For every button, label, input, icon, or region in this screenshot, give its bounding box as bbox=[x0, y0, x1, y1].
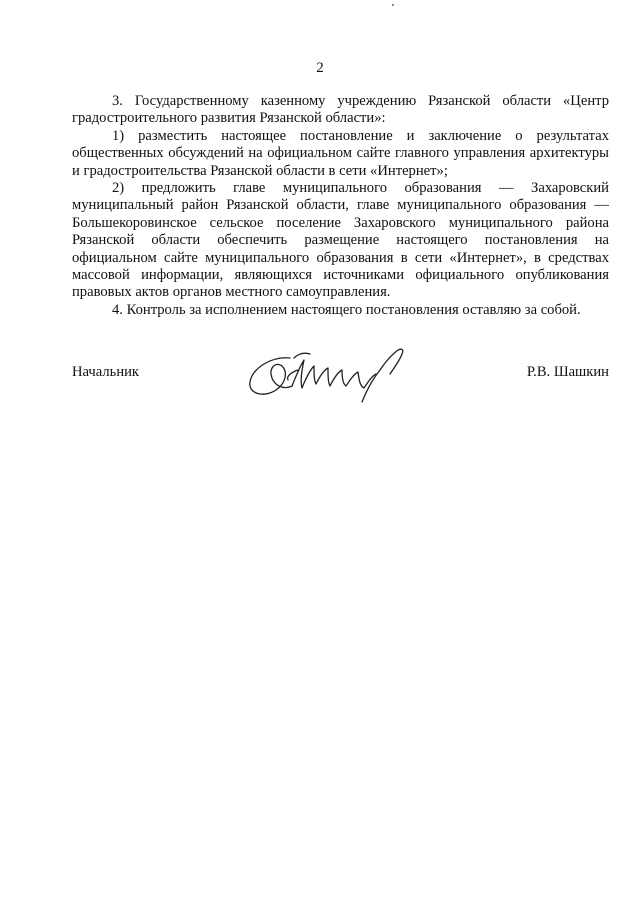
handwritten-signature bbox=[242, 336, 417, 406]
scan-speck bbox=[392, 4, 394, 6]
signatory-title: Начальник bbox=[72, 364, 140, 380]
page-number: 2 bbox=[316, 60, 324, 76]
document-body bbox=[72, 93, 609, 319]
paragraph-item-4: 4. Контроль за исполнением настоящего постановления оставляю за собой. bbox=[112, 301, 581, 318]
paragraph-subitem-1: 1) разместить настоящее постановление и заключение о результатах общественных обсуждений на официальном сайте главного управления архитектуры и градостроительства Рязанской области в сети «Интернет»; bbox=[72, 127, 609, 179]
paragraph-subitem-2: 2) предложить главе муниципального образования — Захаровский муниципальный район Рязанской области, главе муниципального образования — Большекоровинское сельское поселение Захаровского муниципального района Рязанской области обеспечить размещение настоящего постановления на официальном сайте муниципального образования в сети «Интернет», в средствах массовой информации, являющихся источниками официального опубликования правовых актов органов местного самоуправления. bbox=[72, 180, 609, 301]
signature-block bbox=[72, 336, 609, 416]
signatory-name: Р.В. Шашкин bbox=[526, 364, 609, 380]
paragraph-item-3: 3. Государственному казенному учреждению Рязанской области «Центр градостроительного развития Рязанской области»: bbox=[72, 93, 609, 127]
